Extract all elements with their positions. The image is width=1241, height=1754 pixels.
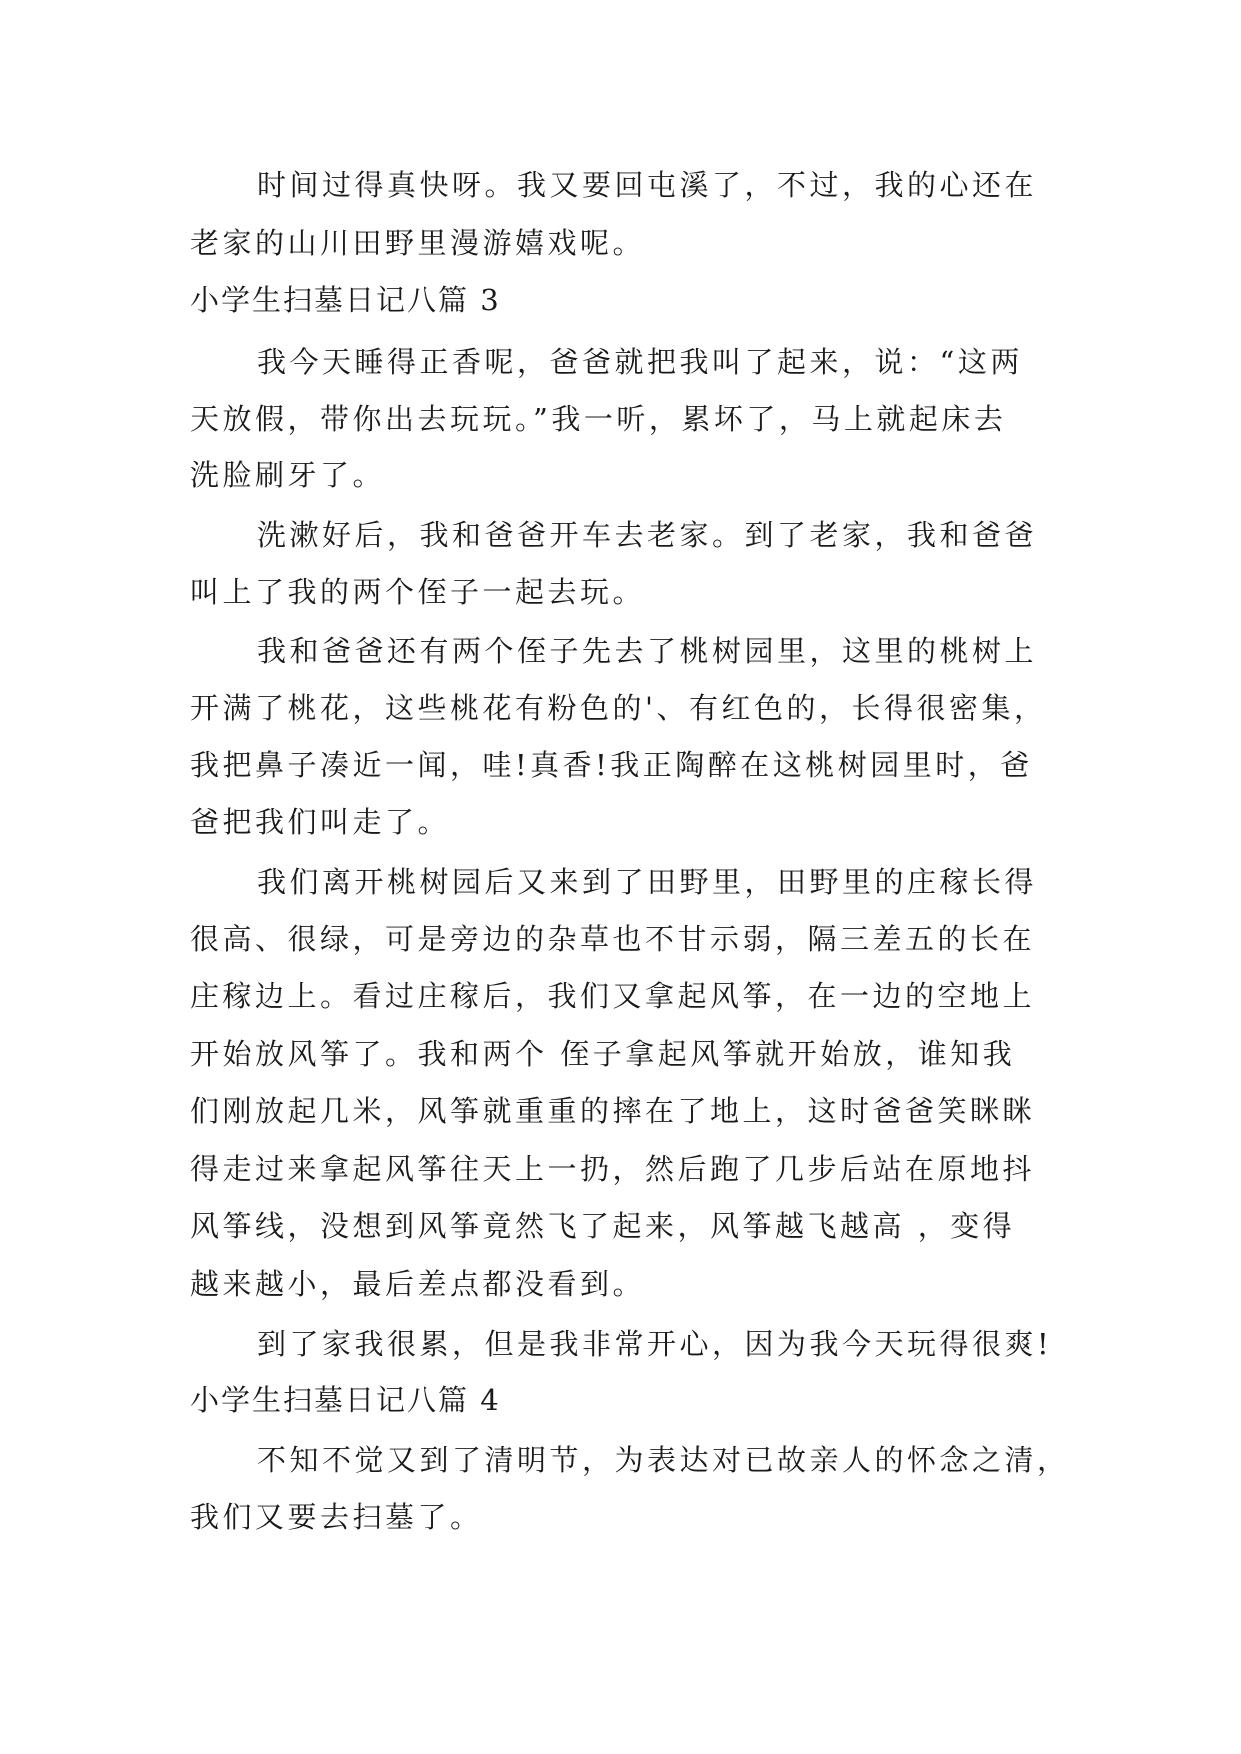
paragraph-line: 老家的山川田野里漫游嬉戏呢。 [190,226,646,260]
paragraph-line: 得走过来拿起风筝往天上一扔，然后跑了几步后站在原地抖 [190,1152,1036,1186]
paragraph-line: 我把鼻子凑近一闻，哇!真香!我正陶醉在这桃树园里时，爸 [190,748,1033,782]
paragraph-line: 很高、很绿，可是旁边的杂草也不甘示弱，隔三差五的长在 [190,922,1036,956]
section-heading: 小学生扫墓日记八篇 4 [190,1383,501,1417]
paragraph-line: 洗脸刷牙了。 [190,458,386,492]
paragraph-line: 开满了桃花，这些桃花有粉色的'、有红色的，长得很密集， [190,691,1047,725]
section-heading: 小学生扫墓日记八篇 3 [190,283,501,317]
paragraph-line: 我和爸爸还有两个侄子先去了桃树园里，这里的桃树上 [257,634,1038,668]
paragraph-line: 们刚放起几米，风筝就重重的摔在了地上，这时爸爸笑眯眯 [190,1094,1036,1128]
paragraph-line: 我们又要去扫墓了。 [190,1500,483,1534]
paragraph-line: 爸把我们叫走了。 [190,805,451,839]
paragraph-line: 到了家我很累，但是我非常开心，因为我今天玩得很爽! [257,1327,1053,1361]
paragraph-line: 我们离开桃树园后又来到了田野里，田野里的庄稼长得 [257,865,1038,899]
paragraph-line: 风筝线，没想到风筝竟然飞了起来，风筝越飞越高 ，变得 [190,1209,1016,1243]
paragraph-line: 时间过得真快呀。我又要回屯溪了，不过，我的心还在 [257,168,1038,202]
paragraph-line: 天放假，带你出去玩玩。”我一听，累坏了，马上就起床去 [190,402,1007,436]
paragraph-line: 庄稼边上。看过庄稼后，我们又拿起风筝，在一边的空地上 [190,979,1036,1013]
paragraph-line: 越来越小，最后差点都没看到。 [190,1267,646,1301]
paragraph-line: 叫上了我的两个侄子一起去玩。 [190,575,646,609]
paragraph-line: 洗漱好后，我和爸爸开车去老家。到了老家，我和爸爸 [257,518,1038,552]
paragraph-line: 不知不觉又到了清明节，为表达对已故亲人的怀念之清， [257,1443,1070,1477]
paragraph-line: 我今天睡得正香呢，爸爸就把我叫了起来，说：“这两 [257,345,1023,379]
paragraph-line: 开始放风筝了。我和两个 侄子拿起风筝就开始放，谁知我 [190,1037,1016,1071]
